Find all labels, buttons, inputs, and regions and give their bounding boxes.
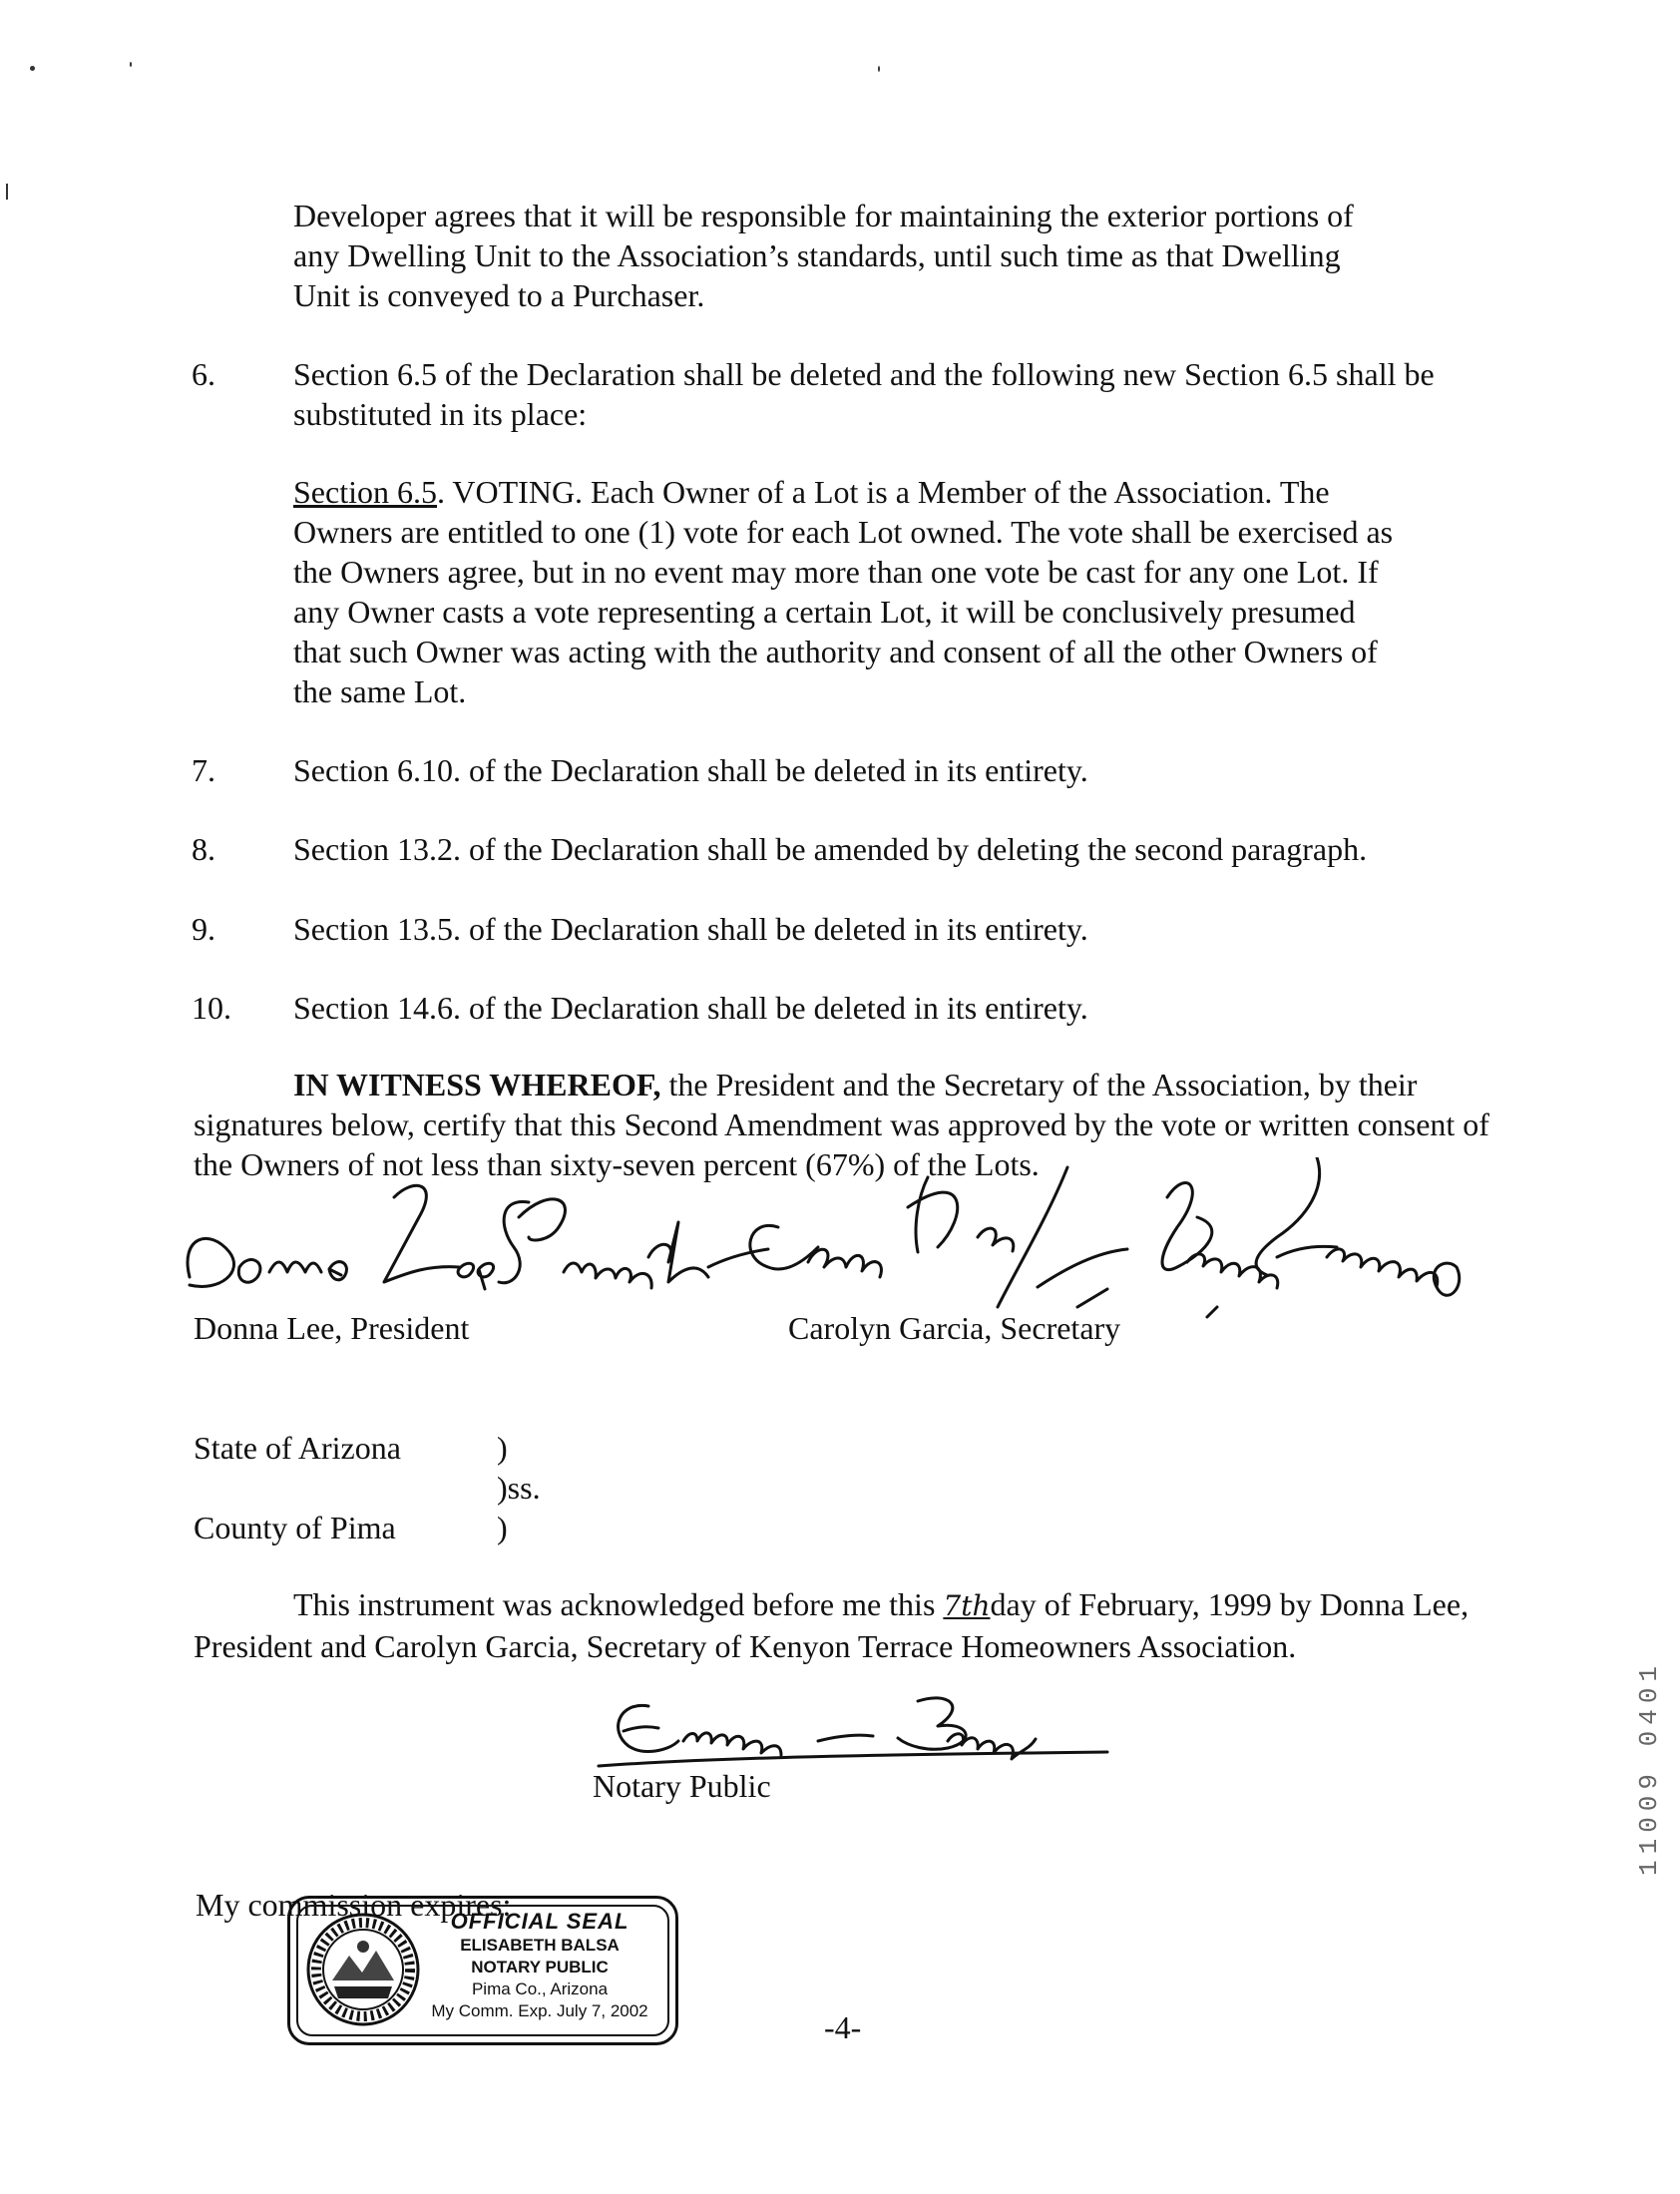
seal-title: OFFICIAL SEAL bbox=[450, 1909, 630, 1934]
seal-county: Pima Co., Arizona bbox=[471, 1979, 609, 1998]
seal-expiry: My Comm. Exp. July 7, 2002 bbox=[431, 2001, 648, 2020]
official-seal-stamp bbox=[287, 1896, 678, 2045]
item-number-6: 6. bbox=[192, 356, 215, 392]
item-10-text: Section 14.6. of the Declaration shall be deleted in its entirety. bbox=[293, 990, 1088, 1026]
state-of-arizona: State of Arizona bbox=[194, 1430, 401, 1466]
seal-notary-name: ELISABETH BALSA bbox=[460, 1936, 620, 1955]
witness-lead: IN WITNESS WHEREOF, bbox=[293, 1067, 661, 1102]
president-label: Donna Lee, President bbox=[194, 1310, 470, 1346]
witness-body: the President and the Secretary of the Association, by their signatures below, certify that this Second Amendment was approved by the vote or written consent of the Owners of not less than sixty-seven percent (67%) of the Lots. bbox=[194, 1067, 1489, 1182]
section-6-5-voting bbox=[293, 472, 1401, 711]
venue-paren-top: ) bbox=[497, 1430, 508, 1466]
item-number-8: 8. bbox=[192, 831, 215, 867]
secretary-label: Carolyn Garcia, Secretary bbox=[788, 1310, 1121, 1346]
section-6-5-heading: Section 6.5 bbox=[293, 474, 437, 510]
item-6-text: Section 6.5 of the Declaration shall be deleted and the following new Section 6.5 shall be substituted in its place: bbox=[293, 356, 1435, 432]
item-7-text: Section 6.10. of the Declaration shall be deleted in its entirety. bbox=[293, 752, 1088, 788]
scan-speck bbox=[130, 62, 132, 67]
commission-expires: My commission expires: bbox=[196, 1887, 512, 1923]
seal-text bbox=[410, 1909, 669, 2022]
venue-paren-bottom: ) bbox=[497, 1510, 508, 1545]
acknowledgment-before: This instrument was acknowledged before me this bbox=[293, 1586, 936, 1622]
scan-speck bbox=[878, 66, 880, 72]
item-number-7: 7. bbox=[192, 752, 215, 788]
item-number-10: 10. bbox=[192, 990, 231, 1026]
notary-public-label: Notary Public bbox=[593, 1768, 771, 1804]
acknowledgment-after: day of February, 1999 by Donna Lee, President and Carolyn Garcia, Secretary of Kenyon Terrace Homeowners Association. bbox=[194, 1586, 1470, 1664]
seal-role: NOTARY PUBLIC bbox=[471, 1958, 609, 1976]
county-of-pima: County of Pima bbox=[194, 1510, 396, 1545]
item-8-text: Section 13.2. of the Declaration shall be amended by deleting the second paragraph. bbox=[293, 831, 1368, 867]
section-6-5-body: . VOTING. Each Owner of a Lot is a Member of the Association. The Owners are entitled to one (1) vote for each Lot owned. The vote shall be exercised as the Owners agree, but in no event may more than one vote be cast for any one Lot. If any Owner casts a vote representing a certain Lot, it will be conclusively presumed that such Owner was acting with the authority and consent of all the other Owners of the same Lot. bbox=[293, 474, 1394, 709]
item-number-9: 9. bbox=[192, 911, 215, 947]
continuation-paragraph: Developer agrees that it will be responsible for maintaining the exterior portions of any Dwelling Unit to the Association’s standards, until such time as that Dwelling Unit is conveyed to a Purchaser. bbox=[293, 198, 1354, 313]
item-9-text: Section 13.5. of the Declaration shall be deleted in its entirety. bbox=[293, 911, 1088, 947]
scan-speck bbox=[30, 66, 35, 71]
acknowledgment-day: 7th bbox=[943, 1589, 991, 1622]
scan-speck bbox=[6, 184, 8, 200]
page-number: -4- bbox=[824, 2009, 862, 2045]
acknowledgment-paragraph bbox=[194, 1584, 1500, 1666]
recording-number-stamp: 11009 0401 bbox=[1634, 1659, 1664, 1876]
venue-ss: )ss. bbox=[497, 1470, 541, 1506]
arizona-state-seal-icon bbox=[304, 1911, 422, 2028]
